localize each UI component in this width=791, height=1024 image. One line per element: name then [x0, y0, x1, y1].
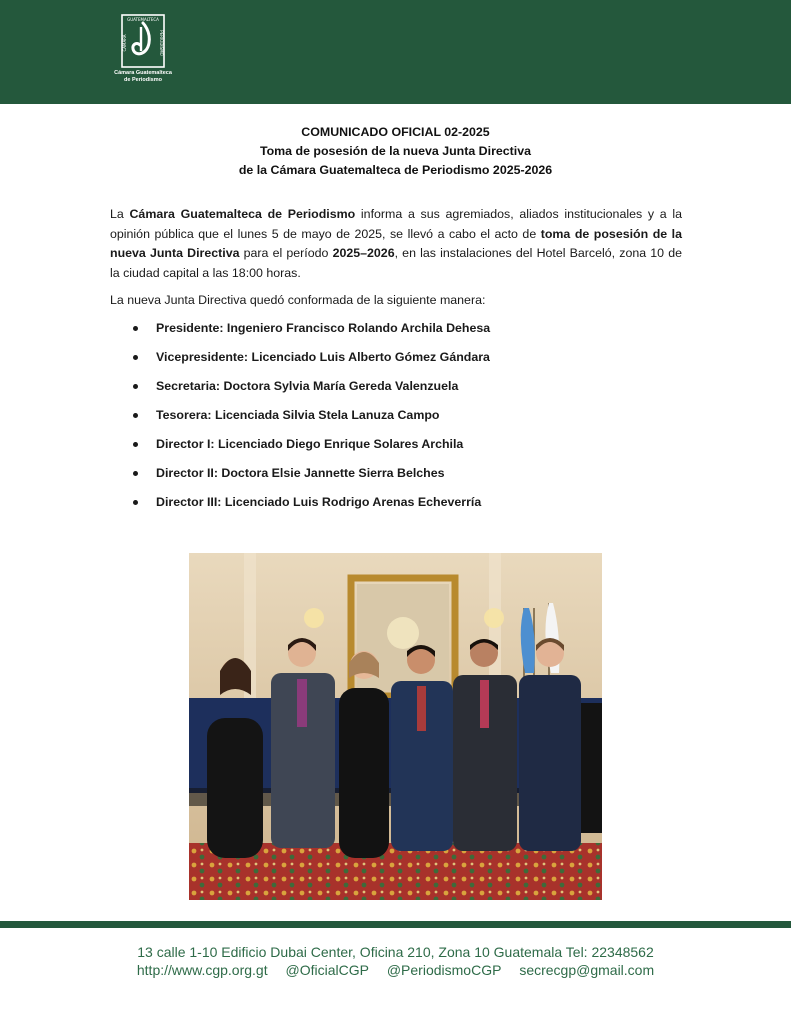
list-item — [133, 434, 490, 463]
board-member-list — [133, 318, 490, 521]
intro-period: 2025–2026 — [332, 246, 395, 260]
logo-caption — [112, 70, 174, 83]
header-bar — [0, 0, 791, 104]
title-line-3: de la Cámara Guatemalteca de Periodismo 2025-2026 — [238, 163, 553, 177]
svg-text:CÁMARA: CÁMARA — [122, 34, 127, 52]
svg-text:GUATEMALTECA: GUATEMALTECA — [127, 17, 159, 22]
footer-contact-links — [0, 962, 791, 980]
twitter-handle-oficial[interactable]: @OficialCGP — [285, 961, 369, 978]
intro-event-name: toma de posesión de la nueva Junta Directiva — [110, 226, 682, 260]
title-line-1: COMUNICADO OFICIAL 02-2025 — [301, 125, 490, 139]
intro-org-name: Cámara Guatemalteca de Periodismo — [129, 207, 356, 221]
list-item — [133, 405, 490, 434]
intro-text-4: , en las instalaciones del Hotel Barceló, zona 10 de la ciudad capital a las 18:00 horas. — [110, 246, 682, 280]
logo-caption-line1: Cámara Guatemalteca — [114, 70, 172, 76]
member-director-3: Director III: Licenciado Luis Rodrigo Arenas Echeverría — [156, 495, 482, 509]
list-item — [133, 463, 490, 492]
member-director-2: Director II: Doctora Elsie Jannette Sierra Belches — [156, 466, 445, 480]
bullet-icon — [133, 355, 138, 360]
list-item — [133, 318, 490, 347]
member-director-1: Director I: Licenciado Diego Enrique Solares Archila — [156, 437, 464, 451]
document-title — [0, 123, 791, 180]
intro-text-1: La — [110, 207, 130, 221]
title-line-2: Toma de posesión de la nueva Junta Directiva — [259, 144, 532, 158]
website-link[interactable]: http://www.cgp.org.gt — [136, 961, 268, 978]
board-group-photo — [189, 553, 602, 900]
logo-caption-line2: de Periodismo — [124, 76, 162, 83]
svg-text:PERIODISMO: PERIODISMO — [159, 30, 164, 56]
board-intro-paragraph: La nueva Junta Directiva quedó conformada de la siguiente manera: — [110, 293, 486, 307]
bullet-icon — [133, 471, 138, 476]
member-secretary: Secretaria: Doctora Sylvia María Gereda Valenzuela — [156, 379, 459, 393]
footer-divider — [0, 921, 791, 928]
intro-text-2: informa a sus agremiados, aliados institucionales y a la opinión pública que el lunes 5 de mayo de 2025, se llevó a cabo el acto de — [110, 207, 682, 241]
list-item — [133, 347, 490, 376]
email-link[interactable]: secrecgp@gmail.com — [519, 961, 655, 978]
bullet-icon — [133, 500, 138, 505]
list-item — [133, 492, 490, 521]
bullet-icon — [133, 413, 138, 418]
bullet-icon — [133, 384, 138, 389]
intro-text-3: para el período — [239, 246, 333, 260]
cgp-emblem-icon — [120, 13, 166, 69]
bullet-icon — [133, 326, 138, 331]
member-president: Presidente: Ingeniero Francisco Rolando Archila Dehesa — [156, 321, 491, 335]
cgp-logo[interactable] — [112, 13, 174, 91]
twitter-handle-periodismo[interactable]: @PeriodismoCGP — [386, 961, 502, 978]
group-photo-illustration — [189, 553, 602, 900]
footer — [0, 944, 791, 979]
member-treasurer: Tesorera: Licenciada Silvia Stela Lanuza Campo — [156, 408, 440, 422]
member-vicepresident: Vicepresidente: Licenciado Luis Alberto Gómez Gándara — [156, 350, 490, 364]
bullet-icon — [133, 442, 138, 447]
intro-paragraph — [110, 205, 682, 283]
list-item — [133, 376, 490, 405]
footer-address: 13 calle 1-10 Edificio Dubai Center, Oficina 210, Zona 10 Guatemala Tel: 22348562 — [137, 944, 654, 960]
